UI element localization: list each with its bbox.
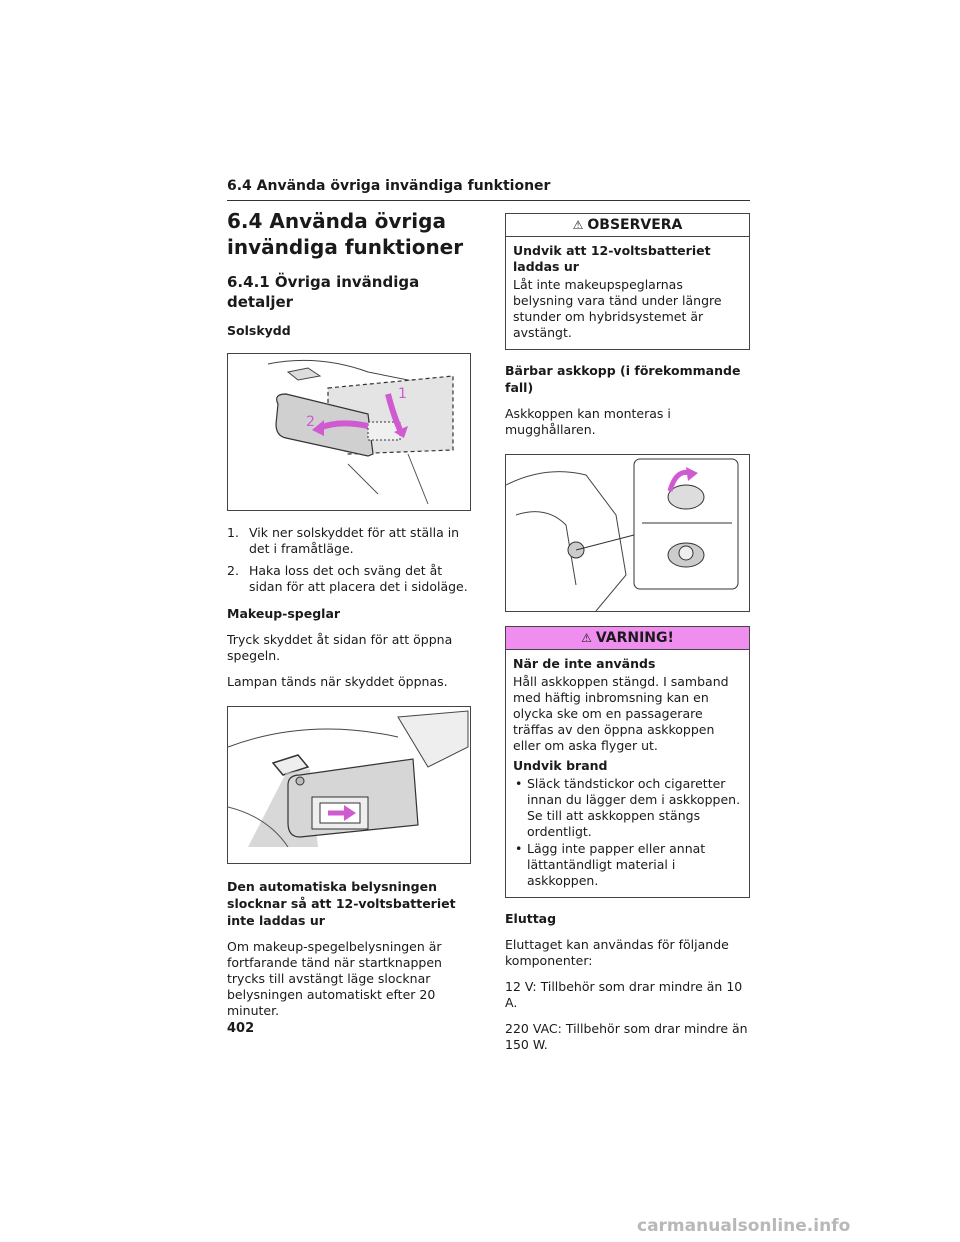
callout-1: 1 <box>398 386 407 402</box>
sun-visor-figure <box>227 353 471 511</box>
outlet-text-3: 220 VAC: Tillbehör som drar mindre än 150 W. <box>505 1021 748 1052</box>
sun-visor-steps <box>227 525 471 595</box>
mirrors-text-2: Lampan tänds när skyddet öppnas. <box>227 674 448 689</box>
ashtray-text: Askkoppen kan monteras i mugghållaren. <box>505 406 671 437</box>
outlet-text-2: 12 V: Tillbehör som drar mindre än 10 A. <box>505 979 743 1010</box>
outlet-text-1: Eluttaget kan användas för följande komponenter: <box>505 937 729 968</box>
warning-body <box>506 650 749 897</box>
auto-off-heading: Den automatiska belysningen slocknar så att 12-voltsbatteriet inte laddas ur <box>227 879 456 928</box>
warning-text-1: Håll askkoppen stängd. I samband med häftig inbromsning kan en olycka ske om en passagerare träffas av den öppna askkoppen eller om aska flyger ut. <box>513 674 729 753</box>
notice-box <box>505 213 750 350</box>
warning-bullets <box>513 776 742 889</box>
mirrors-heading: Makeup-speglar <box>227 606 341 621</box>
notice-body <box>506 237 749 349</box>
right-column <box>505 213 750 1063</box>
ashtray-illustration <box>506 455 749 611</box>
sun-visor-heading: Solskydd <box>227 323 291 338</box>
ashtray-figure <box>505 454 750 612</box>
ashtray-heading: Bärbar askkopp (i förekommande fall) <box>505 363 741 395</box>
mirror-figure <box>227 706 471 864</box>
warning-header <box>506 627 749 650</box>
warning-title-1: När de inte används <box>513 656 656 671</box>
mirror-illustration <box>228 707 470 863</box>
bullet-item: • Släck tändstickor och cigaretter innan du lägger dem i askkoppen. Se till att askkoppen stängs ordentligt. <box>513 776 742 840</box>
left-column <box>227 208 471 1029</box>
sun-visor-illustration <box>228 354 470 510</box>
mirrors-text-1: Tryck skyddet åt sidan för att öppna spegeln. <box>227 632 453 663</box>
warning-box <box>505 626 750 898</box>
outlet-heading: Eluttag <box>505 911 557 926</box>
notice-header <box>506 214 749 237</box>
warning-icon: ⚠ <box>572 218 584 232</box>
step-item <box>227 525 471 557</box>
notice-text: Låt inte makeupspeglarnas belysning vara tänd under längre stunder om hybridsystemet är avstängt. <box>513 277 722 340</box>
watermark: carmanualsonline.info <box>637 1216 851 1236</box>
page-number: 402 <box>227 1021 255 1036</box>
page-title: 6.4 Använda övriga invändiga funktioner <box>227 209 464 259</box>
notice-label: OBSERVERA <box>587 217 683 233</box>
bullet-item: • Lägg inte papper eller annat lättantändligt material i askkoppen. <box>513 841 742 889</box>
warning-label: VARNING! <box>595 630 674 646</box>
auto-off-text: Om makeup-spegelbelysningen är fortfarande tänd när startknappen trycks till avstängt läge slocknar belysningen automatiskt efter 20 minuter. <box>227 939 442 1018</box>
warning-title-2: Undvik brand <box>513 758 608 773</box>
warning-icon: ⚠ <box>581 631 592 645</box>
step-item <box>227 563 471 595</box>
step-number: 1. <box>227 525 239 540</box>
step-number: 2. <box>227 563 239 578</box>
step-text: Vik ner solskyddet för att ställa in det i framåtläge. <box>249 525 460 556</box>
notice-title: Undvik att 12-voltsbatteriet laddas ur <box>513 243 711 274</box>
step-text: Haka loss det och sväng det åt sidan för att placera det i sidoläge. <box>249 563 468 594</box>
running-header: 6.4 Använda övriga invändiga funktioner <box>227 178 750 201</box>
section-subtitle: 6.4.1 Övriga invändiga detaljer <box>227 273 420 311</box>
callout-2: 2 <box>306 414 315 430</box>
